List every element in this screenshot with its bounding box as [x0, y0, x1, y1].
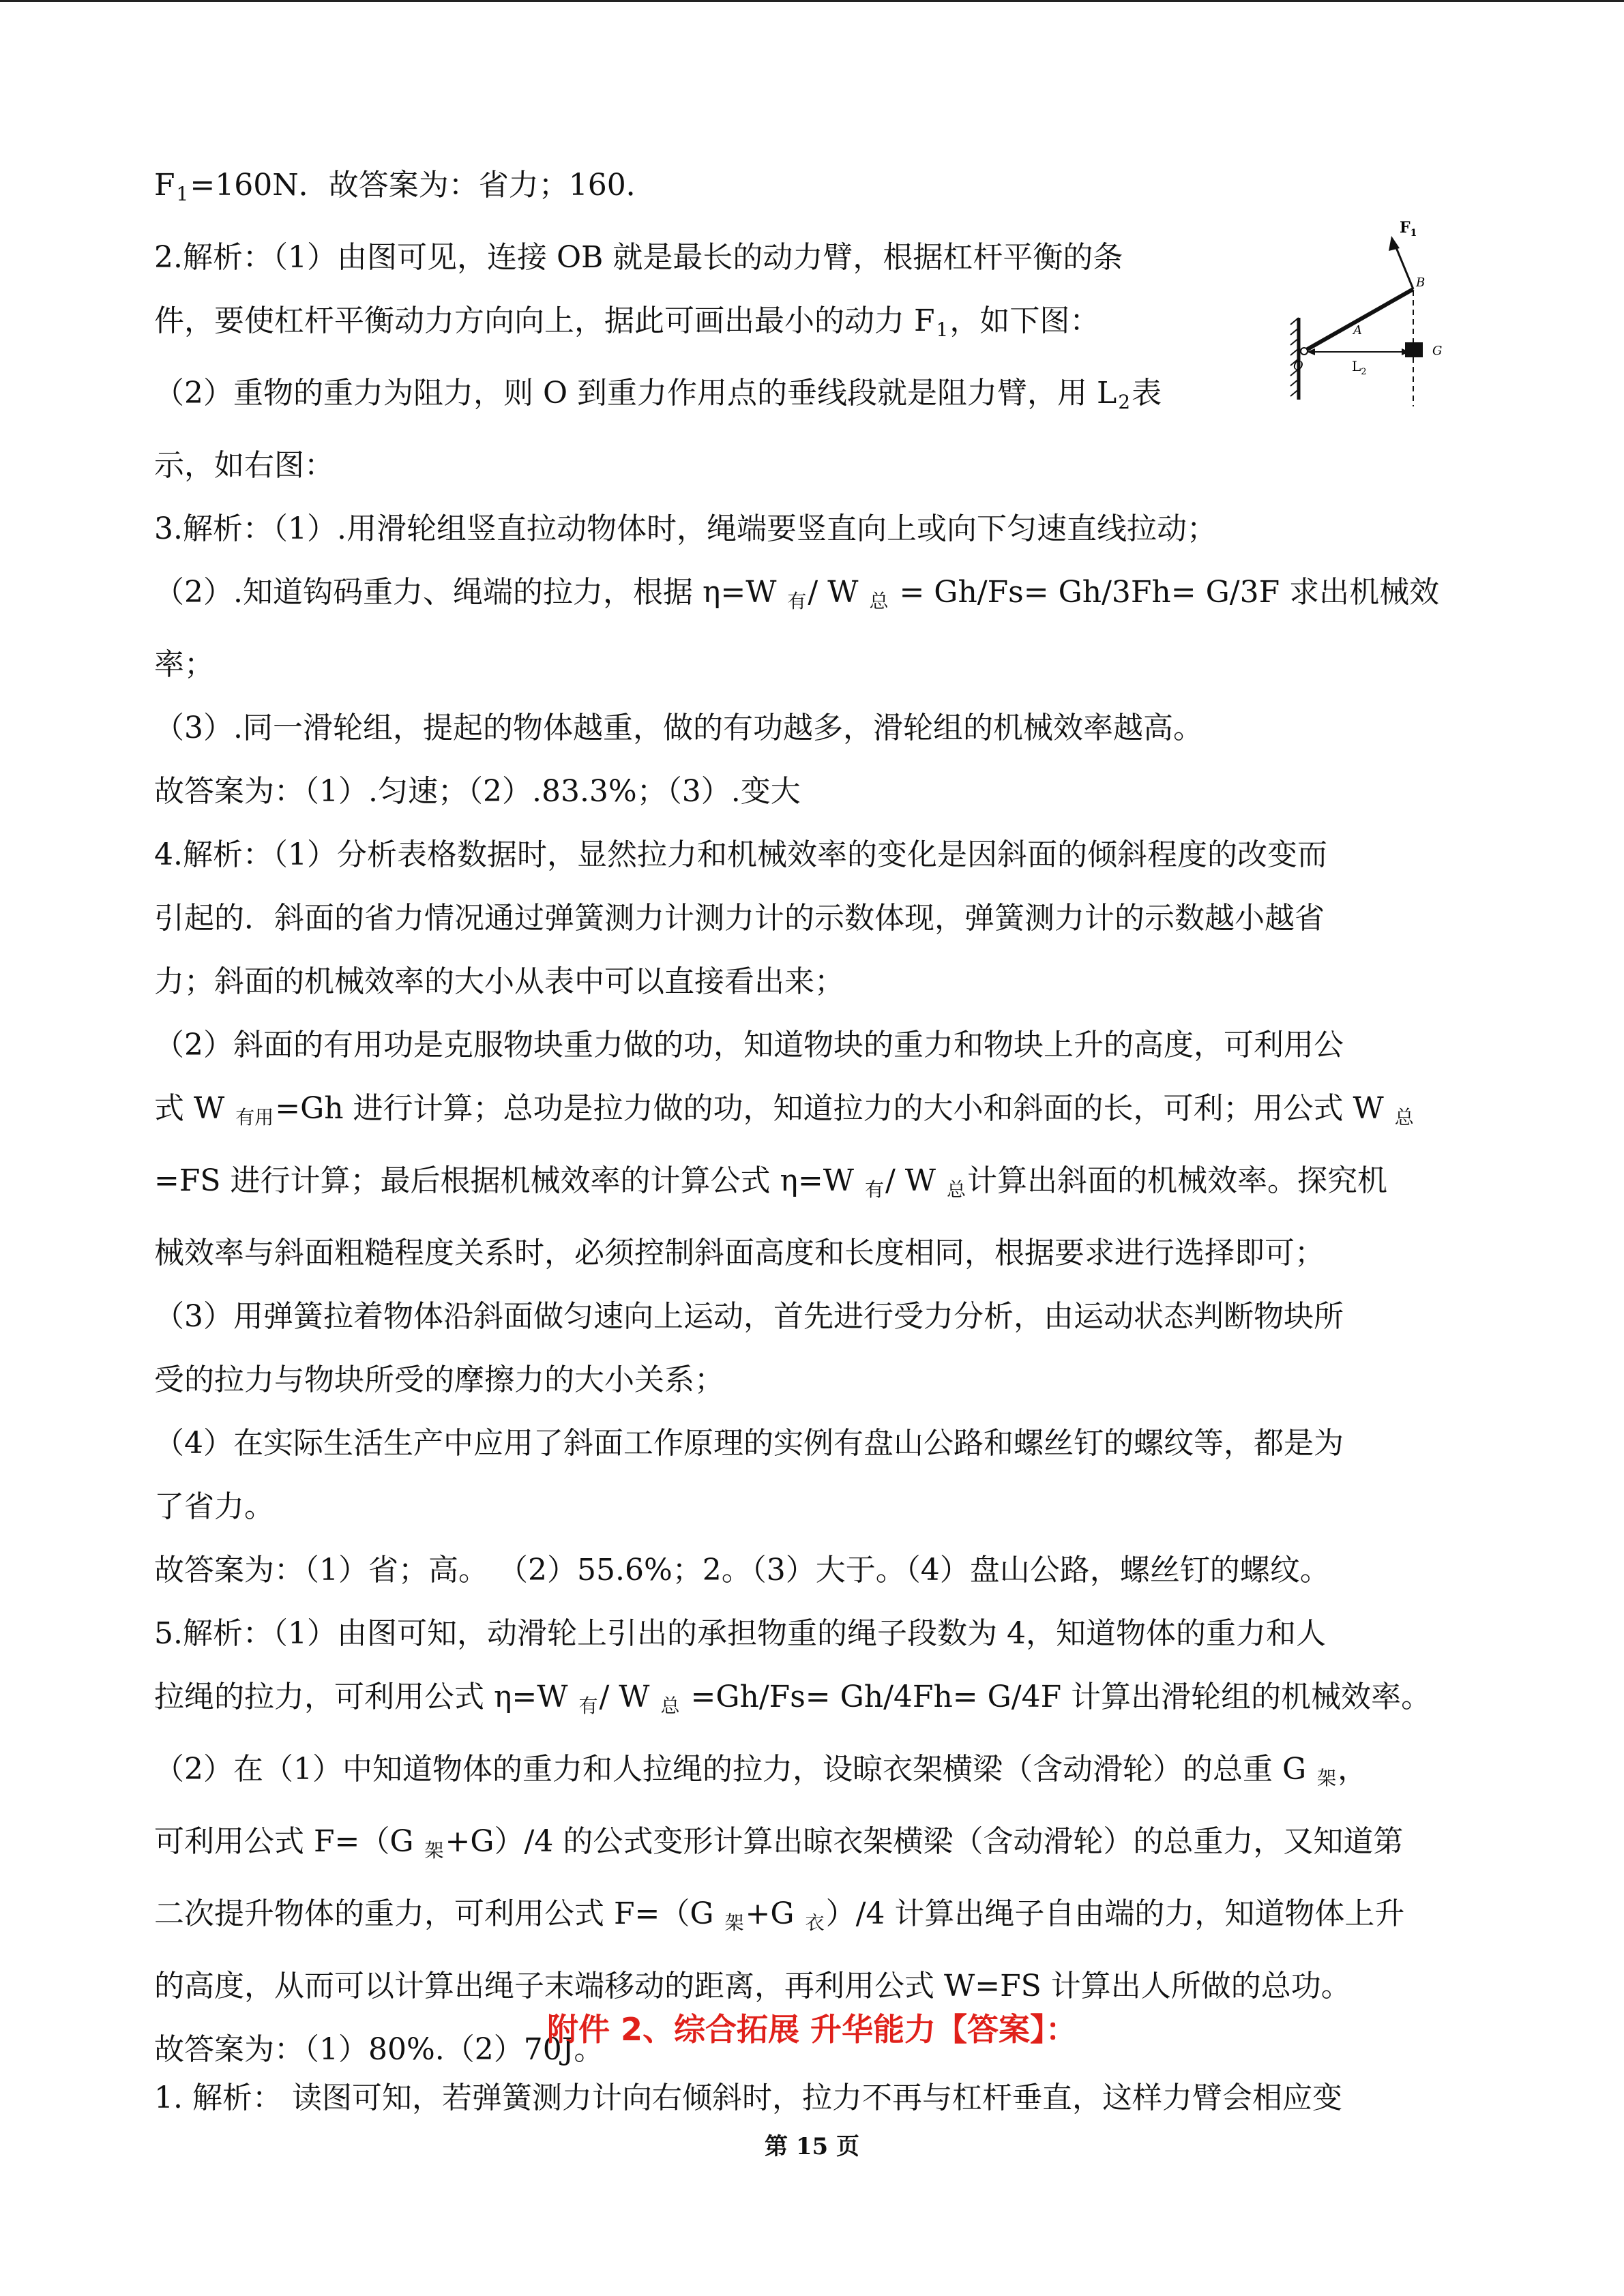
text-line: 械效率与斜面粗糙程度关系时，必须控制斜面高度和长度相同，根据要求进行选择即可；: [154, 1236, 1325, 1270]
text-fragment: =Gh 进行计算；总功是拉力做的功，知道拉力的大小和斜面的长，可利；用公式 W: [275, 1091, 1393, 1126]
text-fragment: （2）重物的重力为阻力，则 O 到重力作用点的垂线段就是阻力臂，用 L: [154, 376, 1117, 411]
text-fragment: = Gh/Fs= Gh/3Fh= G/3F 求出机械效: [889, 575, 1440, 610]
text-fragment: 件，要使杠杆平衡动力方向向上，据此可画出最小的动力 F: [154, 303, 935, 338]
text-fragment: =Gh/Fs= Gh/4Fh= G/4F 计算出滑轮组的机械效率。: [681, 1680, 1432, 1714]
subscript: 架: [424, 1839, 444, 1862]
text-line: （3）用弹簧拉着物体沿斜面做匀速向上运动，首先进行受力分析，由运动状态判断物块所: [154, 1299, 1344, 1334]
text-fragment: 表: [1132, 376, 1162, 411]
text-fragment: =FS 进行计算；最后根据机械效率的计算公式 η=W: [154, 1163, 863, 1198]
subscript: 2: [1118, 391, 1131, 413]
text-line: [154, 1665, 1474, 1738]
subscript: 总: [947, 1178, 966, 1201]
text-line: （2）斜面的有用功是克服物块重力做的功，知道物块的重力和物块上升的高度，可利用公: [154, 1028, 1344, 1062]
text-line: 故答案为：（1）.匀速；（2）.83.3%；（3）.变大: [154, 774, 801, 809]
text-line: 示，如右图：: [154, 448, 334, 483]
text-fragment: +G: [745, 1896, 804, 1931]
label-l2: $L_2$: [1352, 358, 1367, 377]
text-line: 引起的．斜面的省力情况通过弹簧测力计测力计的示数体现，弹簧测力计的示数越小越省: [154, 901, 1325, 936]
label-b: B: [1416, 275, 1426, 290]
text-fragment: / W: [808, 575, 868, 610]
text-fragment: 二次提升物体的重力，可利用公式 F=（G: [154, 1896, 724, 1931]
text-fragment: 可利用公式 F=（G: [154, 1824, 424, 1859]
text-line: [154, 1077, 1474, 1149]
label-o: O: [1293, 359, 1303, 373]
subscript: 1: [176, 183, 189, 205]
text-fragment: =160N．故答案为：省力；160．: [190, 168, 656, 203]
text-fragment: 式 W: [154, 1091, 235, 1126]
force-f1-arrow: [1394, 243, 1413, 289]
text-fragment: F: [154, 168, 175, 203]
lever-diagram: [1284, 215, 1481, 413]
text-line: [154, 1882, 1474, 1954]
subscript: 有: [578, 1695, 598, 1717]
page-number: 第 15 页: [765, 2133, 859, 2160]
text-line: [154, 289, 1474, 361]
text-line: （3）.同一滑轮组，提起的物体越重，做的有功越多，滑轮组的机械效率越高。: [154, 711, 1203, 745]
text-fragment: / W: [885, 1163, 945, 1198]
text-fragment: ，: [1338, 1752, 1368, 1787]
weight-g: [1405, 342, 1423, 357]
subscript: 总: [1394, 1106, 1414, 1129]
text-fragment: 计算出斜面的机械效率。探究机: [967, 1163, 1388, 1198]
text-fragment: +G）/4 的公式变形计算出晾衣架横梁（含动滑轮）的总重力，又知道第: [445, 1824, 1404, 1859]
text-line: [154, 361, 1474, 434]
subscript: 有用: [235, 1106, 274, 1129]
text-line: [154, 1149, 1474, 1221]
text-fragment: ，如下图：: [949, 303, 1100, 338]
text-line: 力；斜面的机械效率的大小从表中可以直接看出来；: [154, 964, 844, 999]
text-line: 4.解析：（1）分析表格数据时，显然拉力和机械效率的变化是因斜面的倾斜程度的改变而: [154, 837, 1327, 872]
top-border: [0, 0, 1624, 2]
text-line: 的高度，从而可以计算出绳子末端移动的距离，再利用公式 W=FS 计算出人所做的总功。: [154, 1969, 1351, 2003]
text-line: 故答案为：（1）省；高。 （2）55.6%；2。（3）大于。（4）盘山公路，螺丝钉的螺纹。: [154, 1553, 1330, 1587]
text-line: 5.解析：（1）由图可知，动滑轮上引出的承担物重的绳子段数为 4，知道物体的重力和人: [154, 1616, 1326, 1651]
subscript: 有: [864, 1178, 884, 1201]
subscript: 衣: [805, 1911, 825, 1934]
text-line: 受的拉力与物块所受的摩擦力的大小关系；: [154, 1362, 724, 1397]
text-line: （4）在实际生活生产中应用了斜面工作原理的实例有盘山公路和螺丝钉的螺纹等，都是为: [154, 1426, 1344, 1461]
text-line: 率；: [154, 647, 214, 682]
final-line: 1. 解析： 读图可知，若弹簧测力计向右倾斜时，拉力不再与杠杆垂直，这样力臂会相应变: [154, 2081, 1342, 2115]
subscript: 总: [660, 1695, 680, 1717]
text-line: 3.解析：（1）.用滑轮组竖直拉动物体时，绳端要竖直向上或向下匀速直线拉动；: [154, 511, 1217, 546]
text-fragment: （2）.知道钩码重力、绳端的拉力，根据 η=W: [154, 575, 786, 610]
label-a: A: [1353, 323, 1362, 338]
text-fragment: 拉绳的拉力，可利用公式 η=W: [154, 1680, 578, 1714]
subscript: 1: [936, 318, 949, 341]
text-line: [154, 153, 1474, 226]
label-g: G: [1432, 344, 1443, 358]
section-heading: 附件 2、综合拓展 升华能力【答案】：: [546, 2011, 1078, 2048]
subscript: 总: [869, 590, 889, 612]
label-f1: $F_1$: [1400, 219, 1417, 239]
text-line: 故答案为：（1）80%.（2）70J。: [154, 2032, 604, 2067]
lever-bar: [1303, 289, 1413, 352]
text-line: 2.解析：（1）由图可见，连接 OB 就是最长的动力臂，根据杠杆平衡的条: [154, 240, 1123, 275]
answer-text-body: [154, 153, 1474, 2081]
text-line: [154, 1738, 1474, 1810]
text-line: 了省力。: [154, 1489, 274, 1524]
subscript: 架: [1317, 1767, 1337, 1789]
subscript: 架: [724, 1911, 744, 1934]
text-line: [154, 561, 1474, 633]
text-fragment: ）/4 计算出绳子自由端的力，知道物体上升: [825, 1896, 1405, 1931]
text-fragment: （2）在（1）中知道物体的重力和人拉绳的拉力，设晾衣架横梁（含动滑轮）的总重 G: [154, 1752, 1316, 1787]
pivot-o: [1301, 348, 1308, 355]
text-fragment: / W: [599, 1680, 660, 1714]
subscript: 有: [787, 590, 807, 612]
text-line: [154, 1810, 1474, 1882]
